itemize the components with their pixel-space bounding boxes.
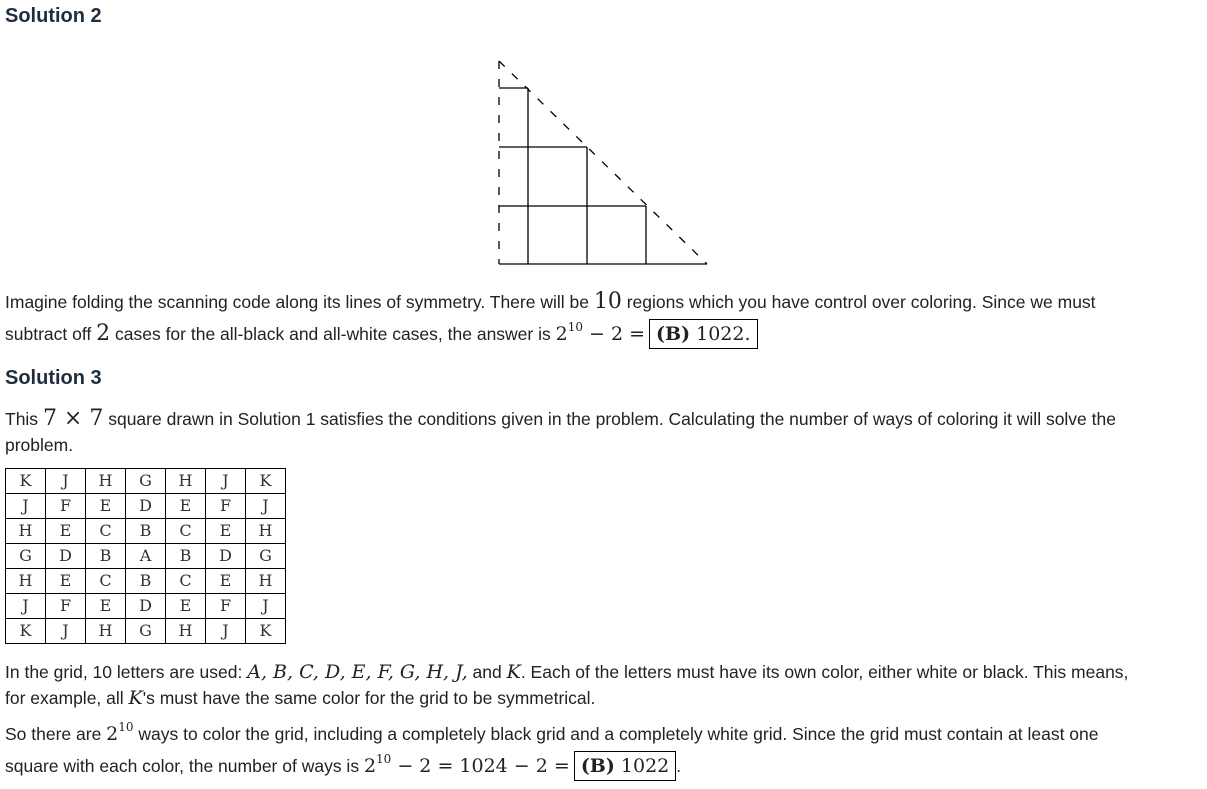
grid-cell: H bbox=[86, 619, 126, 644]
grid-cell: F bbox=[46, 594, 86, 619]
grid-cell: H bbox=[246, 569, 286, 594]
grid-cell: C bbox=[86, 519, 126, 544]
grid-cell: J bbox=[206, 469, 246, 494]
grid-cell: E bbox=[166, 594, 206, 619]
grid-cell: H bbox=[86, 469, 126, 494]
grid-row bbox=[6, 469, 286, 494]
grid-cell: J bbox=[46, 619, 86, 644]
grid-cell: H bbox=[246, 519, 286, 544]
grid-cell: B bbox=[86, 544, 126, 569]
grid-cell: K bbox=[246, 469, 286, 494]
grid-cell: J bbox=[246, 494, 286, 519]
grid-cell: J bbox=[246, 594, 286, 619]
grid-row bbox=[6, 569, 286, 594]
grid-cell: C bbox=[86, 569, 126, 594]
grid-cell: H bbox=[166, 469, 206, 494]
grid-row bbox=[6, 519, 286, 544]
grid-cell: H bbox=[6, 519, 46, 544]
dashed-diagonal bbox=[499, 61, 707, 264]
grid-cell: F bbox=[206, 494, 246, 519]
solution-3-answer-box: (B) 1022 bbox=[574, 751, 676, 781]
grid-cell: J bbox=[6, 494, 46, 519]
solution-3-heading: Solution 3 bbox=[5, 367, 102, 389]
solution-3-para-3-line-1: So there are $2^{10}$ ways to color the grid, including a completely black grid and a completely white grid. Since the grid must contain at least one bbox=[5, 720, 1099, 745]
grid-cell: H bbox=[6, 569, 46, 594]
solution-3-intro-line-2: problem. bbox=[5, 435, 74, 455]
grid-row bbox=[6, 619, 286, 644]
grid-cell: K bbox=[246, 619, 286, 644]
grid-cell: B bbox=[126, 569, 166, 594]
grid-cell: E bbox=[86, 494, 126, 519]
grid-cell: B bbox=[166, 544, 206, 569]
grid-cell: E bbox=[206, 569, 246, 594]
grid-row bbox=[6, 494, 286, 519]
grid-cell: E bbox=[166, 494, 206, 519]
grid-cell: D bbox=[46, 544, 86, 569]
grid-cell: F bbox=[206, 594, 246, 619]
solution-3-intro-line-1: This 7 × 7 square drawn in Solution 1 satisfies the conditions given in the problem. Calculating the number of ways of coloring it will solve the bbox=[5, 406, 1116, 431]
grid-cell: D bbox=[126, 594, 166, 619]
grid-cell: J bbox=[46, 469, 86, 494]
grid-cell: K bbox=[6, 619, 46, 644]
grid-cell: E bbox=[46, 519, 86, 544]
grid-cell: K bbox=[6, 469, 46, 494]
solution-3-para-2-line-1: In the grid, 10 letters are used: A, B, C, D, E, F, G, H, J, and K. Each of the letters must have its own color, either white or black. This means, bbox=[5, 661, 1129, 683]
fold-diagram bbox=[495, 55, 710, 270]
grid-cell: G bbox=[6, 544, 46, 569]
grid-cell: F bbox=[46, 494, 86, 519]
grid-cell: H bbox=[166, 619, 206, 644]
grid-cell: A bbox=[126, 544, 166, 569]
solution-2-heading: Solution 2 bbox=[5, 5, 102, 27]
grid-row bbox=[6, 544, 286, 569]
grid-cell: G bbox=[126, 469, 166, 494]
solution-2-answer-box: (B) 1022. bbox=[649, 319, 758, 349]
grid-cell: G bbox=[246, 544, 286, 569]
solution-3-para-2-line-2: for example, all K's must have the same color for the grid to be symmetrical. bbox=[5, 687, 596, 709]
solution-2-line-1: Imagine folding the scanning code along its lines of symmetry. There will be 10 regions which you have control over coloring. Since we must bbox=[5, 289, 1096, 314]
grid-cell: G bbox=[126, 619, 166, 644]
grid-cell: C bbox=[166, 519, 206, 544]
grid-cell: E bbox=[46, 569, 86, 594]
grid-cell: D bbox=[126, 494, 166, 519]
grid-cell: D bbox=[206, 544, 246, 569]
grid-cell: J bbox=[206, 619, 246, 644]
grid-cell: C bbox=[166, 569, 206, 594]
grid-row bbox=[6, 594, 286, 619]
grid-cell: E bbox=[86, 594, 126, 619]
solution-3-para-3-line-2: square with each color, the number of ways is $2^{10} - 2 = 1024 - 2 = (B)$ 1022 . bbox=[5, 751, 681, 781]
grid-cell: J bbox=[6, 594, 46, 619]
grid-cell: B bbox=[126, 519, 166, 544]
grid-cell: E bbox=[206, 519, 246, 544]
letter-grid bbox=[5, 468, 286, 644]
solution-2-line-2: subtract off 2 cases for the all-black and all-white cases, the answer is $2^{10} - 2 = (B)$ 1022. bbox=[5, 319, 758, 349]
